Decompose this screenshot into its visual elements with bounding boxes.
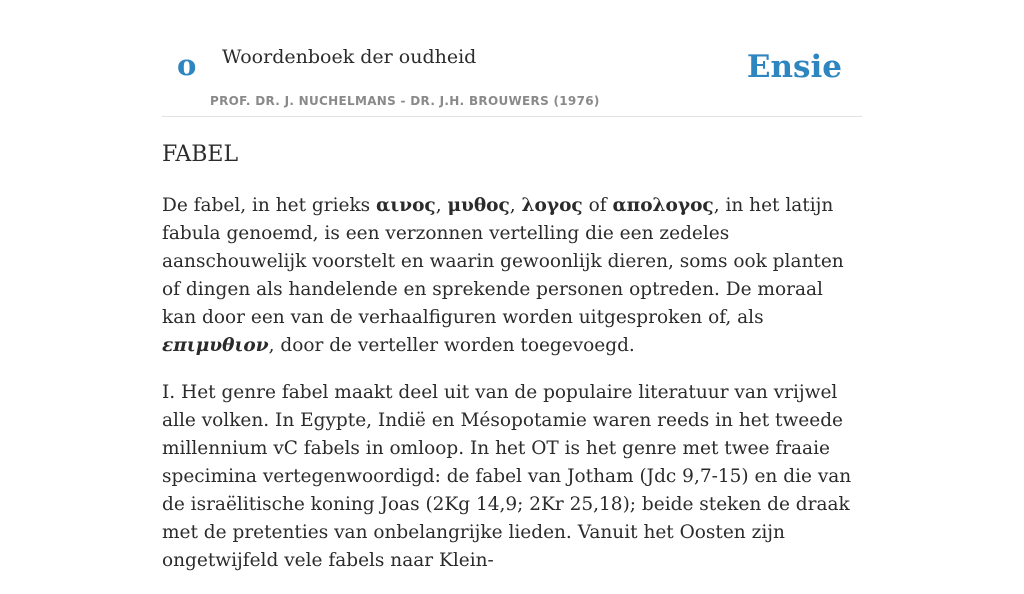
paragraph-1 bbox=[162, 192, 862, 360]
greek-term-mythos: μυθος bbox=[447, 195, 510, 216]
header bbox=[162, 0, 862, 117]
text-segment: of bbox=[582, 195, 613, 216]
page-container bbox=[162, 0, 862, 571]
text-segment: , bbox=[509, 195, 522, 216]
greek-term-epimythion: επιμυθιον bbox=[162, 335, 269, 356]
text-segment: De fabel, in het grieks bbox=[162, 195, 377, 216]
entry-body bbox=[162, 192, 862, 594]
text-segment: , bbox=[435, 195, 448, 216]
ensie-logo-link[interactable]: Ensie bbox=[746, 49, 842, 85]
book-logo[interactable]: o bbox=[177, 48, 197, 82]
book-authors: PROF. DR. J. NUCHELMANS - DR. J.H. BROUWERS (1976) bbox=[210, 94, 600, 108]
greek-term-apologos: απολογος bbox=[612, 195, 714, 216]
text-segment: , in het latijn fabula genoemd, is een verzonnen vertelling die een zedeles aanschouwelijk voorstelt en waarin gewoonlijk dieren, soms ook planten of dingen als handelende en sprekende personen optreden. De moraal kan door een van de verhaalfiguren worden uitgesproken of, als bbox=[162, 195, 844, 328]
text-segment: , door de verteller worden toegevoegd. bbox=[268, 335, 635, 356]
book-title[interactable]: Woordenboek der oudheid bbox=[222, 46, 477, 68]
entry-title: FABEL bbox=[162, 142, 239, 167]
paragraph-2: I. Het genre fabel maakt deel uit van de populaire literatuur van vrijwel alle volken. In Egypte, Indië en Mésopotamie waren reeds in het tweede millennium vC fabels in omloop. In het OT is het genre met twee fraaie specimina vertegenwoordigd: de fabel van Jotham (Jdc 9,7-15) en die van de israëlitische koning Joas (2Kg 14,9; 2Kr 25,18); beide steken de draak met de pretenties van onbelangrijke lieden. Vanuit het Oosten zijn ongetwijfeld vele fabels naar Klein- bbox=[162, 382, 852, 571]
greek-term-ainos: αινος bbox=[376, 195, 436, 216]
greek-term-logos: λογος bbox=[521, 195, 583, 216]
